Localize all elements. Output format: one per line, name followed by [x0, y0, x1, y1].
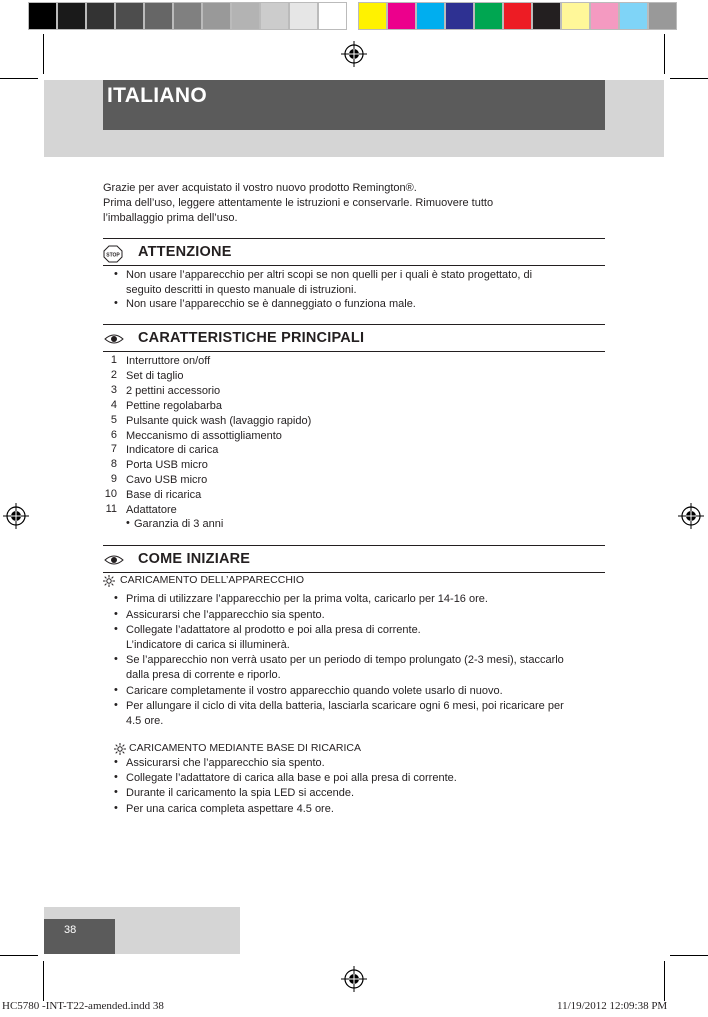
list-item: Se l’apparecchio non verrà usato per un periodo di tempo prolungato (2-3 mesi), staccarlo — [126, 654, 564, 667]
list-item: L’indicatore di carica si illuminerà. — [126, 638, 290, 651]
eye-icon — [104, 332, 124, 351]
stop-icon — [103, 245, 123, 263]
bullet: • — [114, 653, 118, 666]
list-item: seguito descritti in questo manuale di istruzioni. — [126, 284, 357, 296]
feature-item: Pulsante quick wash (lavaggio rapido) — [126, 414, 312, 427]
page-number: 38 — [64, 924, 77, 936]
section-heading-caratteristiche: CARATTERISTICHE PRINCIPALI — [138, 330, 365, 346]
gray-swatch — [202, 2, 231, 30]
section-rule — [103, 238, 605, 239]
list-item: Non usare l’apparecchio se è danneggiato o funziona male. — [126, 298, 416, 310]
color-swatch — [532, 2, 561, 30]
list-item: Durante il caricamento la spia LED si accende. — [126, 787, 355, 800]
gray-swatch — [231, 2, 260, 30]
gray-swatch — [115, 2, 144, 30]
color-swatch — [358, 2, 387, 30]
gray-swatch — [57, 2, 86, 30]
crop-mark — [664, 34, 665, 74]
crop-mark — [43, 961, 44, 1001]
stop-icon-label: STOP — [106, 252, 120, 259]
color-swatch — [619, 2, 648, 30]
crop-mark — [0, 955, 38, 956]
bullet: • — [114, 623, 118, 636]
crop-mark — [670, 78, 708, 79]
registration-mark-icon — [341, 966, 367, 992]
color-swatch — [445, 2, 474, 30]
bullet: • — [114, 268, 118, 280]
list-item: Collegate l’adattatore al prodotto e poi alla presa di corrente. — [126, 624, 421, 637]
list-item: Assicurarsi che l’apparecchio sia spento. — [126, 757, 325, 769]
color-swatch — [387, 2, 416, 30]
section-rule — [103, 265, 605, 266]
list-item: Per allungare il ciclo di vita della batteria, lasciarla scaricare ogni 6 mesi, poi ricaricare per — [126, 700, 564, 713]
registration-mark-icon — [3, 503, 29, 529]
intro-line: Grazie per aver acquistato il vostro nuovo prodotto Remington®. — [103, 182, 417, 194]
section-rule — [103, 324, 605, 325]
footer-timestamp: 11/19/2012 12:09:38 PM — [557, 1000, 668, 1012]
section-rule — [103, 351, 605, 352]
section-heading-come-iniziare: COME INIZIARE — [138, 551, 251, 567]
bullet: • — [114, 771, 118, 784]
feature-number: 10 — [104, 488, 117, 501]
list-item: Caricare completamente il vostro apparecchio quando volete usarlo di nuovo. — [126, 684, 503, 697]
feature-number: 4 — [110, 398, 117, 411]
gray-swatch — [86, 2, 115, 30]
intro-line: Prima dell’uso, leggere attentamente le istruzioni e conservarle. Rimuovere tutto — [103, 197, 494, 209]
feature-number: 6 — [110, 428, 117, 441]
bullet: • — [114, 297, 118, 309]
gray-swatch — [260, 2, 289, 30]
feature-number: 2 — [110, 368, 117, 381]
gray-swatch — [173, 2, 202, 30]
list-item: Non usare l’apparecchio per altri scopi se non quelli per i quali è stato progettato, di — [126, 269, 533, 281]
gray-swatch — [318, 2, 347, 30]
gray-swatch — [144, 2, 173, 30]
feature-number: 11 — [105, 503, 117, 515]
feature-number: 7 — [110, 443, 117, 456]
list-item: Collegate l’adattatore di carica alla base e poi alla presa di corrente. — [126, 772, 457, 785]
page-title: ITALIANO — [107, 84, 207, 107]
bullet: • — [126, 517, 130, 529]
color-swatch — [561, 2, 590, 30]
feature-number: 1 — [110, 354, 117, 366]
section-rule — [103, 545, 605, 546]
feature-item: Cavo USB micro — [126, 474, 208, 487]
sun-icon — [103, 574, 115, 592]
color-swatch — [474, 2, 503, 30]
color-swatch — [503, 2, 532, 30]
bullet: • — [114, 699, 118, 712]
feature-number: 5 — [110, 413, 117, 426]
subheading-base-ricarica: CARICAMENTO MEDIANTE BASE DI RICARICA — [129, 742, 362, 754]
feature-item: Adattatore — [126, 504, 177, 516]
bullet: • — [114, 607, 118, 620]
section-heading-attenzione: ATTENZIONE — [138, 244, 232, 260]
gray-swatch — [28, 2, 57, 30]
bullet: • — [114, 683, 118, 696]
gray-swatch — [289, 2, 318, 30]
crop-mark — [0, 78, 38, 79]
feature-item: Base di ricarica — [126, 489, 202, 502]
color-swatch — [648, 2, 677, 30]
footer-filename: HC5780 -INT-T22-amended.indd 38 — [2, 1000, 164, 1012]
crop-mark — [43, 34, 44, 74]
crop-mark — [664, 961, 665, 1001]
intro-line: l’imballaggio prima dell’uso. — [103, 212, 238, 224]
feature-item: Indicatore di carica — [126, 444, 219, 457]
feature-item: Set di taglio — [126, 369, 184, 382]
feature-sub-item: Garanzia di 3 anni — [134, 518, 224, 530]
bullet: • — [114, 756, 118, 768]
list-item: 4.5 ore. — [126, 714, 164, 727]
list-item: Per una carica completa aspettare 4.5 ore. — [126, 802, 334, 815]
page-number-box — [44, 919, 115, 954]
list-item: Prima di utilizzare l’apparecchio per la prima volta, caricarlo per 14-16 ore. — [126, 593, 488, 605]
feature-number: 3 — [110, 383, 117, 396]
color-swatch — [416, 2, 445, 30]
eye-icon — [104, 553, 124, 572]
subheading-caricamento: CARICAMENTO DELL’APPARECCHIO — [120, 574, 304, 586]
feature-number: 9 — [110, 473, 117, 486]
bullet: • — [114, 592, 118, 604]
color-swatch — [590, 2, 619, 30]
feature-item: Meccanismo di assottigliamento — [126, 429, 282, 442]
feature-item: Porta USB micro — [126, 459, 208, 472]
list-item: Assicurarsi che l’apparecchio sia spento. — [126, 608, 325, 621]
registration-mark-icon — [678, 503, 704, 529]
feature-item: Pettine regolabarba — [126, 399, 223, 412]
feature-number: 8 — [110, 458, 117, 471]
bullet: • — [114, 801, 118, 814]
feature-item: Interruttore on/off — [126, 355, 211, 367]
feature-item: 2 pettini accessorio — [126, 384, 221, 397]
list-item: dalla presa di corrente e riporlo. — [126, 669, 281, 681]
registration-mark-icon — [341, 41, 367, 67]
crop-mark — [670, 955, 708, 956]
bullet: • — [114, 786, 118, 799]
